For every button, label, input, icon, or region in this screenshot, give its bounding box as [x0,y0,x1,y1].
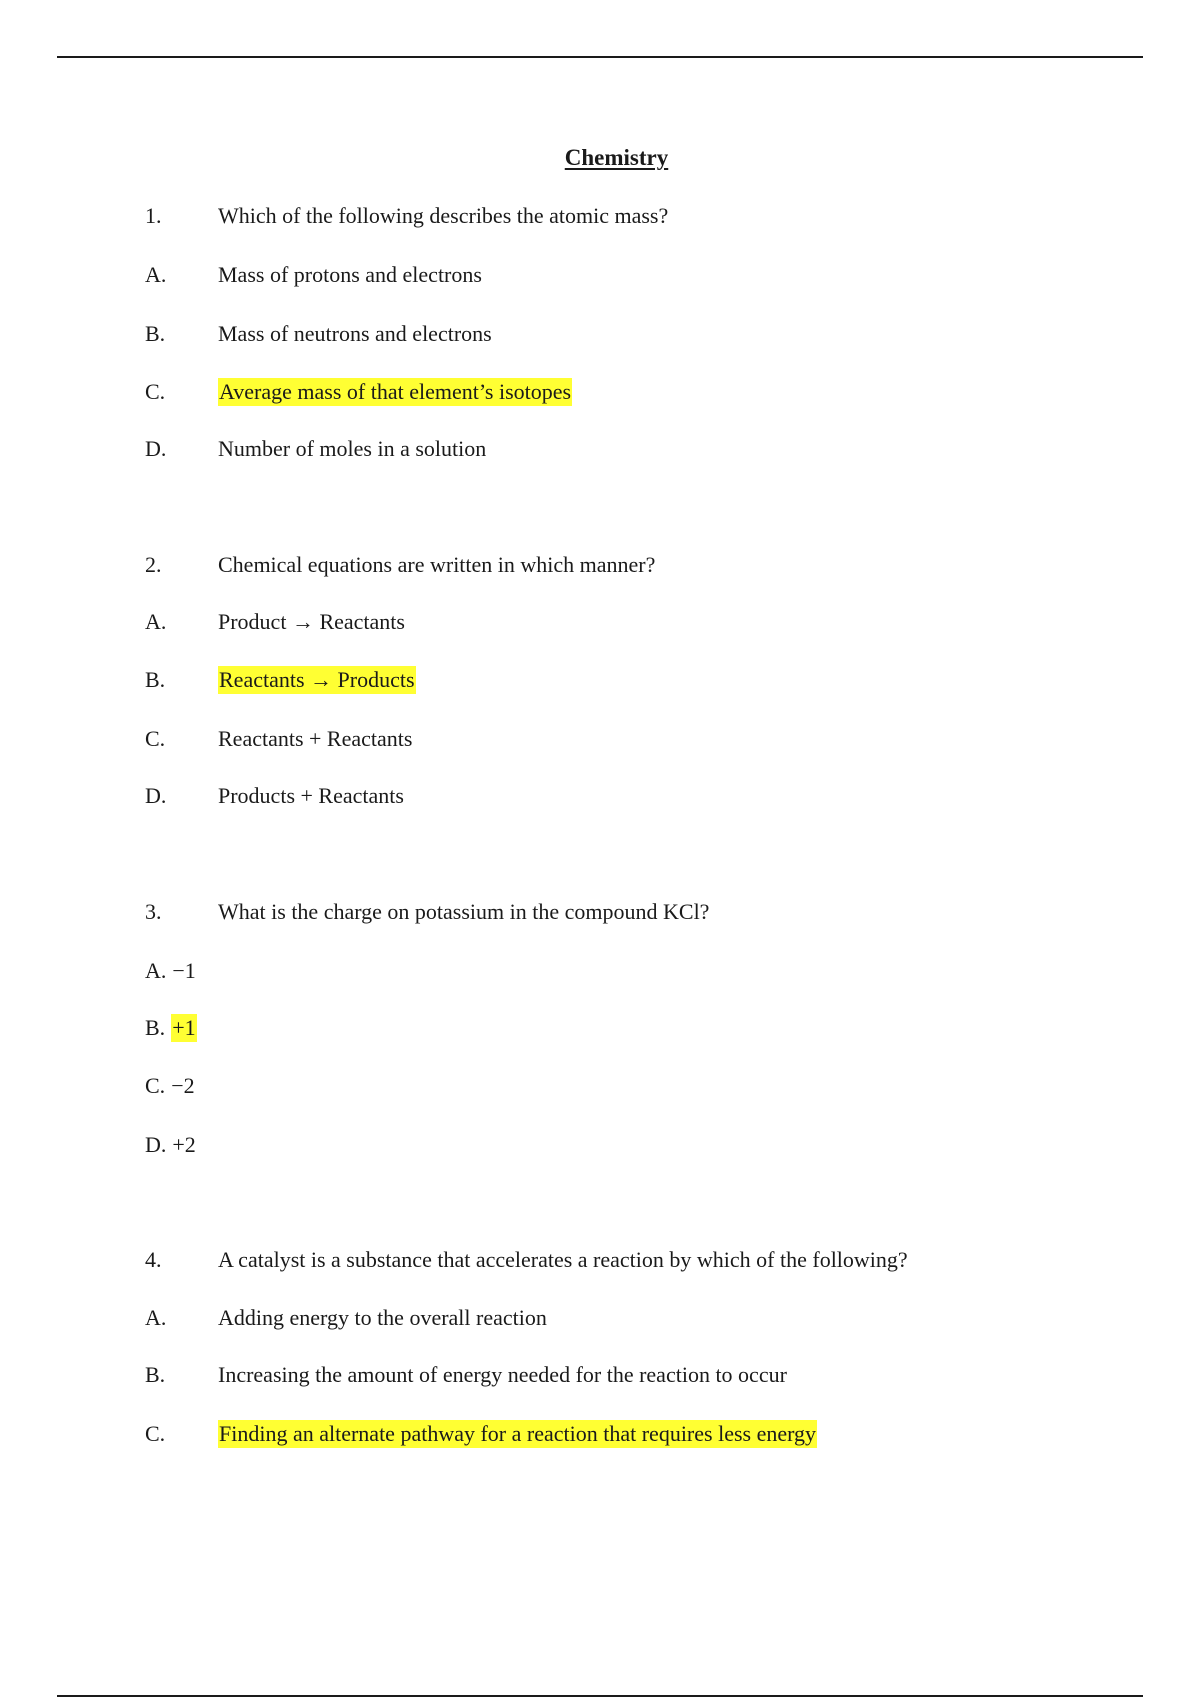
question-text: Chemical equations are written in which manner? [218,552,656,577]
question-number: 2. [145,552,162,577]
bottom-rule [57,1695,1143,1697]
option-text-highlighted: +1 [172,1015,196,1040]
q2-option-d [145,782,404,810]
option-text: Reactants + Reactants [218,726,413,751]
option-letter: A. [145,609,167,634]
option-letter: B. [145,667,166,692]
q2-option-c [145,725,412,753]
top-rule [57,56,1143,58]
question-text: What is the charge on potassium in the compound KCl? [218,899,710,924]
q4-option-c [145,1420,817,1448]
option-text: Increasing the amount of energy needed for the reaction to occur [218,1362,787,1387]
option-letter: C. [145,379,166,404]
question-2 [145,551,655,579]
question-text: A catalyst is a substance that accelerates a reaction by which of the following? [218,1247,908,1272]
option-text-highlighted: Average mass of that element’s isotopes [219,379,572,404]
question-text: Which of the following describes the atomic mass? [218,203,669,228]
q3-option-b [145,1014,197,1042]
q2-option-b [145,666,416,694]
question-4 [145,1246,908,1274]
option-text: −1 [172,958,196,983]
q2-option-a [145,608,405,636]
q1-option-c [145,378,572,406]
option-letter: A. [145,262,167,287]
option-text: Mass of neutrons and electrons [218,321,492,346]
q3-option-d [145,1131,196,1159]
option-letter: B. [145,321,166,346]
option-letter: B. [145,1015,166,1040]
question-3 [145,898,709,926]
option-text: Adding energy to the overall reaction [218,1305,547,1330]
page-title: Chemistry [564,145,669,170]
option-text-highlighted: Finding an alternate pathway for a reaction that requires less energy [219,1421,817,1446]
option-text: Mass of protons and electrons [218,262,482,287]
q3-option-a [145,957,196,985]
option-letter: C. [145,726,166,751]
question-number: 3. [145,899,162,924]
q3-option-c [145,1072,195,1100]
option-letter: D. [145,783,167,808]
option-text: Product → Reactants [218,609,405,634]
q1-option-b [145,320,492,348]
option-letter: A. [145,1305,167,1330]
question-1 [145,202,668,230]
option-text: Products + Reactants [218,783,404,808]
option-letter: D. [145,1132,167,1157]
option-letter: D. [145,436,167,461]
question-number: 4. [145,1247,162,1272]
q4-option-b [145,1361,787,1389]
question-number: 1. [145,203,162,228]
option-text-highlighted: Reactants → Products [219,667,415,692]
q4-option-a [145,1304,547,1332]
option-text: Number of moles in a solution [218,436,487,461]
option-letter: A. [145,958,167,983]
option-letter: B. [145,1362,166,1387]
option-letter: C. [145,1421,166,1446]
q1-option-a [145,261,482,289]
option-text: +2 [172,1132,196,1157]
q1-option-d [145,435,486,463]
option-letter: C. [145,1073,166,1098]
option-text: −2 [171,1073,195,1098]
